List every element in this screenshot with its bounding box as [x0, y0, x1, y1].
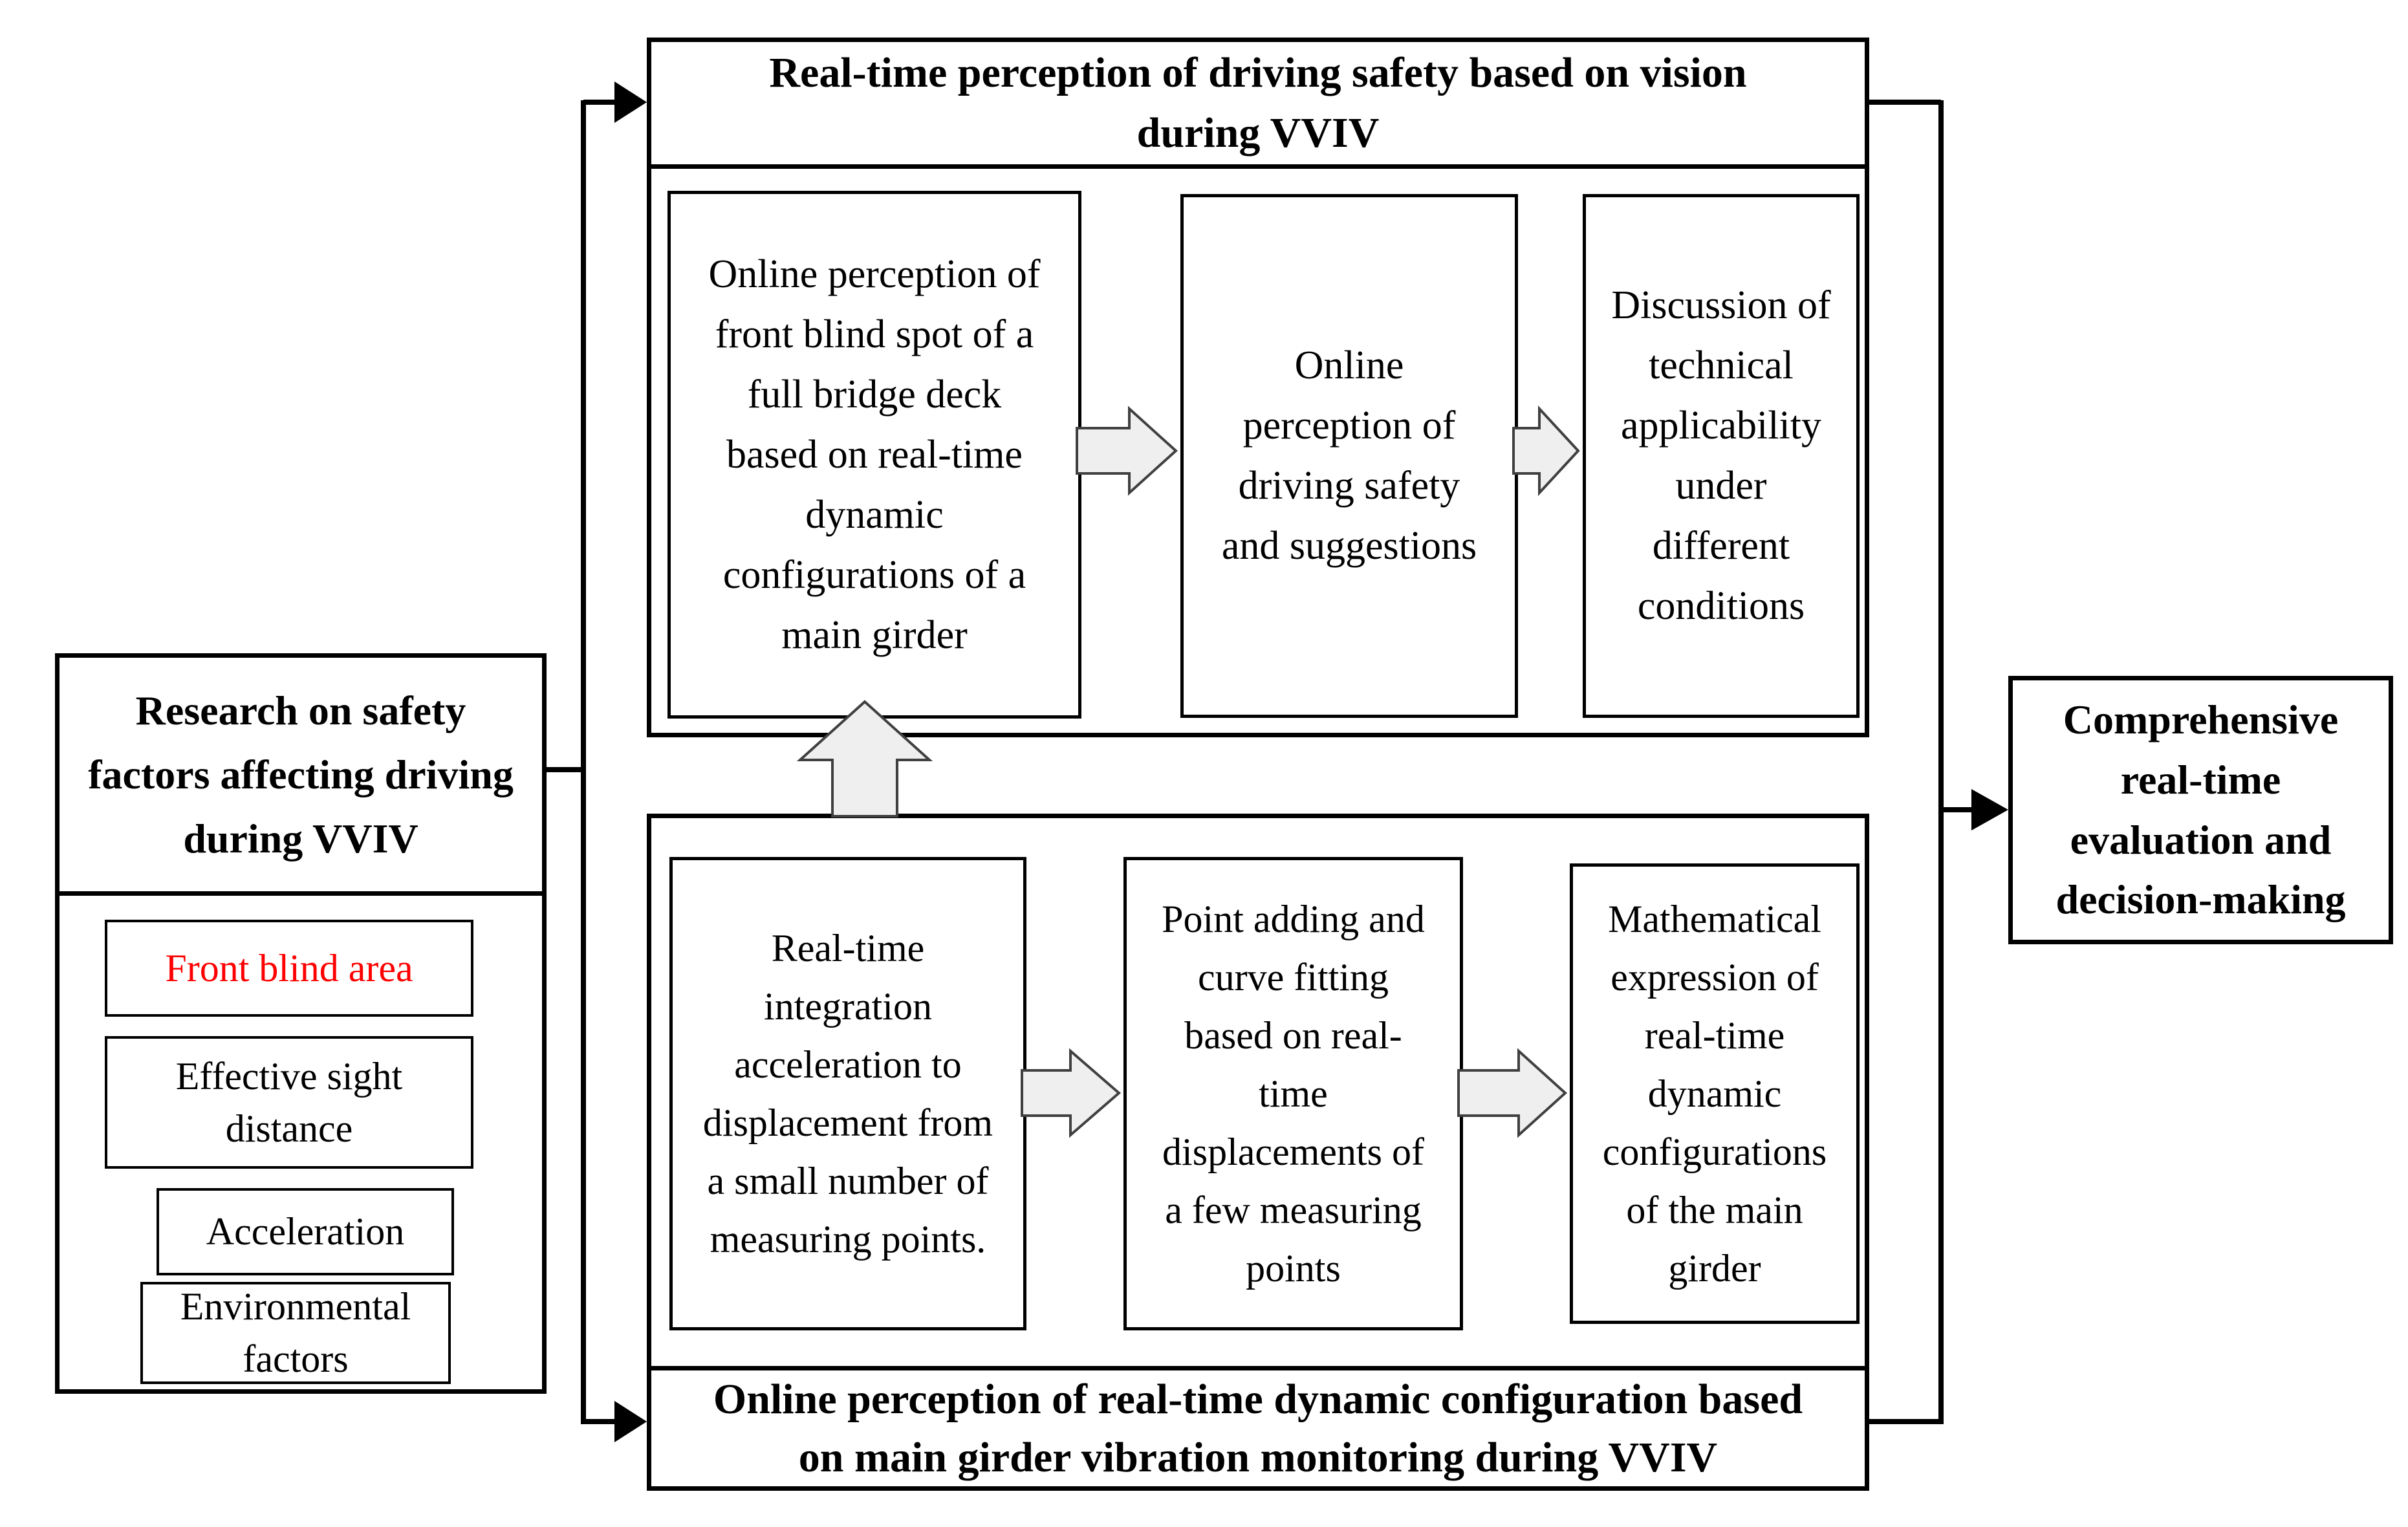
vision-perception-section — [647, 38, 1869, 737]
factor-acceleration — [157, 1188, 454, 1275]
factor-front-blind-area — [105, 920, 473, 1017]
step-front-blind-spot-perception: Online perception of front blind spot of a full bridge deck based on real-time dynamic configurations of a main girder — [667, 191, 1081, 719]
vibration-monitoring-section — [647, 814, 1869, 1491]
arrowhead-into-top-section-icon — [614, 81, 647, 123]
step-technical-applicability: Discussion of technical applicability under different conditions — [1583, 194, 1860, 718]
factor-label: Environmental factors — [180, 1285, 411, 1380]
factor-label: Acceleration — [206, 1210, 405, 1253]
arrowhead-into-bottom-section-icon — [614, 1401, 647, 1442]
evaluation-decision-panel — [2008, 676, 2393, 944]
step-integration-acceleration: Real-time integration acceleration to displacement from a small number of measuring points. — [669, 857, 1026, 1330]
factor-effective-sight-distance — [105, 1036, 473, 1169]
step-driving-safety-suggestions: Online perception of driving safety and suggestions — [1180, 194, 1518, 718]
step-mathematical-expression: Mathematical expression of real-time dynamic configurations of the main girder — [1570, 863, 1860, 1324]
factor-label: Effective sight distance — [175, 1054, 403, 1150]
arrowhead-into-evaluation-panel-icon — [1971, 789, 2008, 830]
vision-section-title: Real-time perception of driving safety based on vision during VVIV — [651, 42, 1865, 169]
factor-environmental-factors — [140, 1282, 451, 1384]
step-point-adding-curve-fitting: Point adding and curve fitting based on real-time displacements of a few measuring points — [1123, 857, 1463, 1330]
evaluation-panel-title: Comprehensive real-time evaluation and decision-making — [2055, 696, 2346, 923]
vibration-section-title: Online perception of real-time dynamic configuration based on main girder vibration monitoring during VVIV — [651, 1366, 1865, 1486]
left-research-panel — [55, 653, 547, 1394]
factor-label: Front blind area — [165, 946, 413, 990]
left-panel-title: Research on safety factors affecting driving during VVIV — [60, 658, 542, 896]
